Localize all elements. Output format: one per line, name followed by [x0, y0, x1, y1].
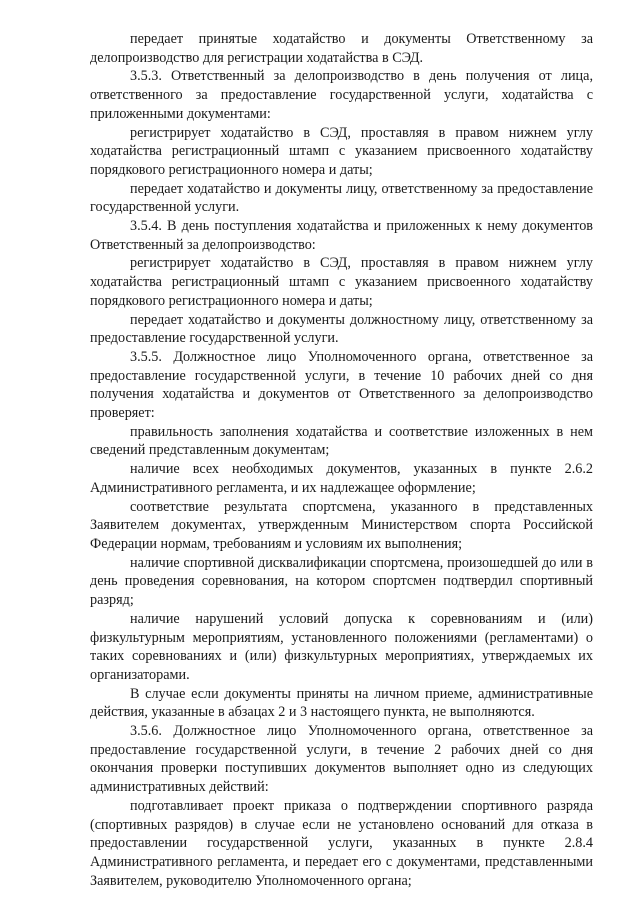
- paragraph-section-3-5-6: 3.5.6. Должностное лицо Уполномоченного органа, ответственное за предоставление государственной услуги, в течение 2 рабочих дней со дня окончания проверки поступивших документов выполняет одно из следующих административных действий:: [90, 723, 593, 796]
- paragraph: регистрирует ходатайство в СЭД, проставляя в правом нижнем углу ходатайства регистрационный штамп с указанием присвоенного ходатайству порядкового регистрационного номера и даты;: [90, 255, 593, 309]
- paragraph: соответствие результата спортсмена, указанного в представленных Заявителем документах, утвержденным Министерством спорта Российской Федерации нормам, требованиям и условиям их выполнения;: [90, 498, 593, 552]
- paragraph: передает ходатайство и документы должностному лицу, ответственному за предоставление государственной услуги.: [90, 311, 593, 347]
- paragraph: подготавливает проект приказа о подтверждении спортивного разряда (спортивных разрядов) в случае если не установлено оснований для отказа в предоставлении государственной услуги, указанных в пункте 2.8.4 Административного регламента, и передает его с документами, представленными Заявителем, руководителю Уполномоченного органа;: [90, 797, 593, 889]
- paragraph: регистрирует ходатайство в СЭД, проставляя в правом нижнем углу ходатайства регистрационный штамп с указанием присвоенного ходатайству порядкового регистрационного номера и даты;: [90, 124, 593, 178]
- paragraph: наличие всех необходимых документов, указанных в пункте 2.6.2 Административного регламента, и их надлежащее оформление;: [90, 461, 593, 496]
- paragraph-section-3-5-3: 3.5.3. Ответственный за делопроизводство в день получения от лица, ответственного за предоставление государственной услуги, ходатайства с приложенными документами:: [90, 68, 593, 122]
- paragraph: передает ходатайство и документы лицу, ответственному за предоставление государственной услуги.: [90, 180, 593, 216]
- paragraph: передает принятые ходатайство и документы Ответственному за делопроизводство для регистрации ходатайства в СЭД.: [90, 31, 593, 66]
- paragraph: В случае если документы приняты на личном приеме, административные действия, указанные в абзацах 2 и 3 настоящего пункта, не выполняются.: [90, 685, 593, 721]
- document-body: [90, 30, 593, 890]
- paragraph: правильность заполнения ходатайства и соответствие изложенных в нем сведений представленным документам;: [90, 423, 593, 459]
- paragraph: наличие нарушений условий допуска к соревнованиям и (или) физкультурным мероприятиям, установленного положениями (регламентами) о таких соревнованиях и (или) физкультурных мероприятиях, утверждаемых их организаторами.: [90, 610, 593, 683]
- paragraph-section-3-5-4: 3.5.4. В день поступления ходатайства и приложенных к нему документов Ответственный за делопроизводство:: [90, 218, 593, 253]
- paragraph: наличие спортивной дисквалификации спортсмена, произошедшей до или в день проведения соревнования, на котором спортсмен подтвердил спортивный разряд;: [90, 554, 593, 609]
- paragraph-section-3-5-5: 3.5.5. Должностное лицо Уполномоченного органа, ответственное за предоставление государственной услуги, в течение 10 рабочих дней со дня получения ходатайства и документов от Ответственного за делопроизводство проверяет:: [90, 348, 593, 422]
